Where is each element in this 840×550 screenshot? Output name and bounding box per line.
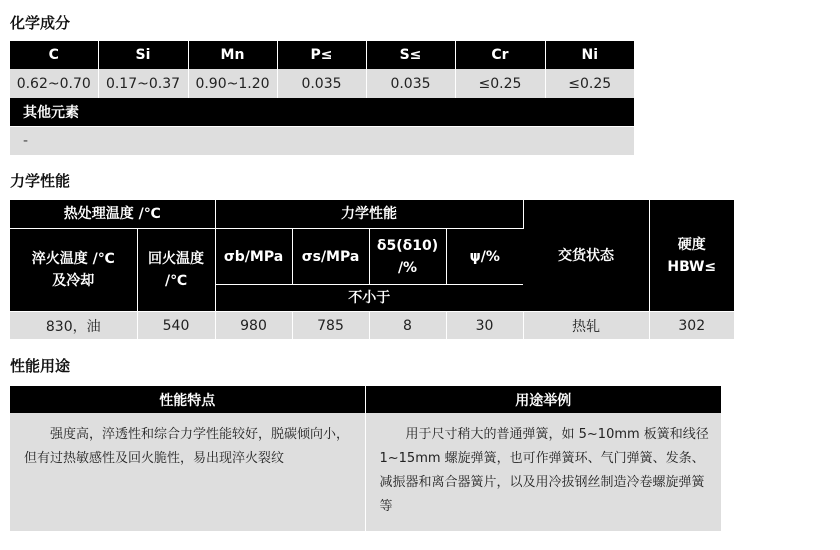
heat-treatment-header: 热处理温度 /℃: [10, 200, 215, 229]
sigma-s-value: 785: [292, 312, 369, 340]
delta-header: [369, 229, 446, 285]
psi-value: 30: [446, 312, 523, 340]
table-row: [10, 69, 634, 98]
uses-text: 用于尺寸稍大的普通弹簧，如 5~10mm 板簧和线径 1~15mm 螺旋弹簧，也可作弹簧环、气门弹簧、发条、减振器和离合器簧片，以及用冷拔钢丝制造冷卷螺旋弹簧等: [365, 413, 721, 531]
value-si: 0.17~0.37: [98, 69, 188, 98]
header-c: C: [10, 41, 98, 69]
value-p: 0.035: [277, 69, 366, 98]
value-ni: ≤0.25: [545, 69, 634, 98]
other-elements-header: 其他元素: [10, 98, 634, 127]
delta-unit: /%: [397, 259, 418, 276]
value-mn: 0.90~1.20: [188, 69, 277, 98]
section-title-chemical: 化学成分: [10, 14, 71, 32]
quench-header: [10, 229, 137, 312]
header-cr: Cr: [455, 41, 545, 69]
table-header-row: [10, 386, 721, 413]
table-row: [10, 413, 721, 531]
delta-label: δ5(δ10): [376, 237, 439, 254]
header-p: P≤: [277, 41, 366, 69]
temper-header: [137, 229, 215, 312]
temper-unit: /℃: [164, 273, 188, 289]
value-s: 0.035: [366, 69, 455, 98]
header-si: Si: [98, 41, 188, 69]
usage-table: [10, 386, 721, 531]
sigma-b-value: 980: [215, 312, 292, 340]
psi-header: ψ/%: [446, 229, 523, 285]
hardness-unit: HBW≤: [667, 258, 717, 275]
sigma-b-header: σb/MPa: [215, 229, 292, 285]
table-header-row: [10, 200, 734, 229]
table-row: [10, 312, 734, 340]
delta-value: 8: [369, 312, 446, 340]
header-ni: Ni: [545, 41, 634, 69]
table-header-row: [10, 41, 634, 69]
table-row: [10, 98, 634, 127]
value-c: 0.62~0.70: [10, 69, 98, 98]
temper-value: 540: [137, 312, 215, 340]
quench-label: 淬火温度 /℃: [31, 251, 115, 267]
not-less-than-header: 不小于: [215, 285, 523, 312]
temper-label: 回火温度: [148, 251, 204, 267]
mechanical-properties-table: [10, 200, 734, 339]
section-title-usage: 性能用途: [10, 357, 71, 375]
mech-props-header: 力学性能: [215, 200, 523, 229]
features-header: 性能特点: [10, 386, 365, 413]
header-mn: Mn: [188, 41, 277, 69]
chemical-composition-table: [10, 41, 634, 155]
hardness-label: 硬度: [677, 236, 706, 253]
other-elements-value: -: [10, 127, 634, 156]
value-cr: ≤0.25: [455, 69, 545, 98]
features-text: 强度高，淬透性和综合力学性能较好，脱碳倾向小，但有过热敏感性及回火脆性，易出现淬火裂纹: [10, 413, 365, 531]
header-s: S≤: [366, 41, 455, 69]
hardness-value: 302: [649, 312, 734, 340]
quench-value: 830，油: [10, 312, 137, 340]
delivery-value: 热轧: [523, 312, 649, 340]
delivery-state-header: 交货状态: [523, 200, 649, 312]
section-title-mechanical: 力学性能: [10, 172, 71, 190]
table-row: [10, 127, 634, 156]
hardness-header: [649, 200, 734, 312]
uses-header: 用途举例: [365, 386, 721, 413]
quench-cooling-label: 及冷却: [52, 273, 95, 289]
sigma-s-header: σs/MPa: [292, 229, 369, 285]
